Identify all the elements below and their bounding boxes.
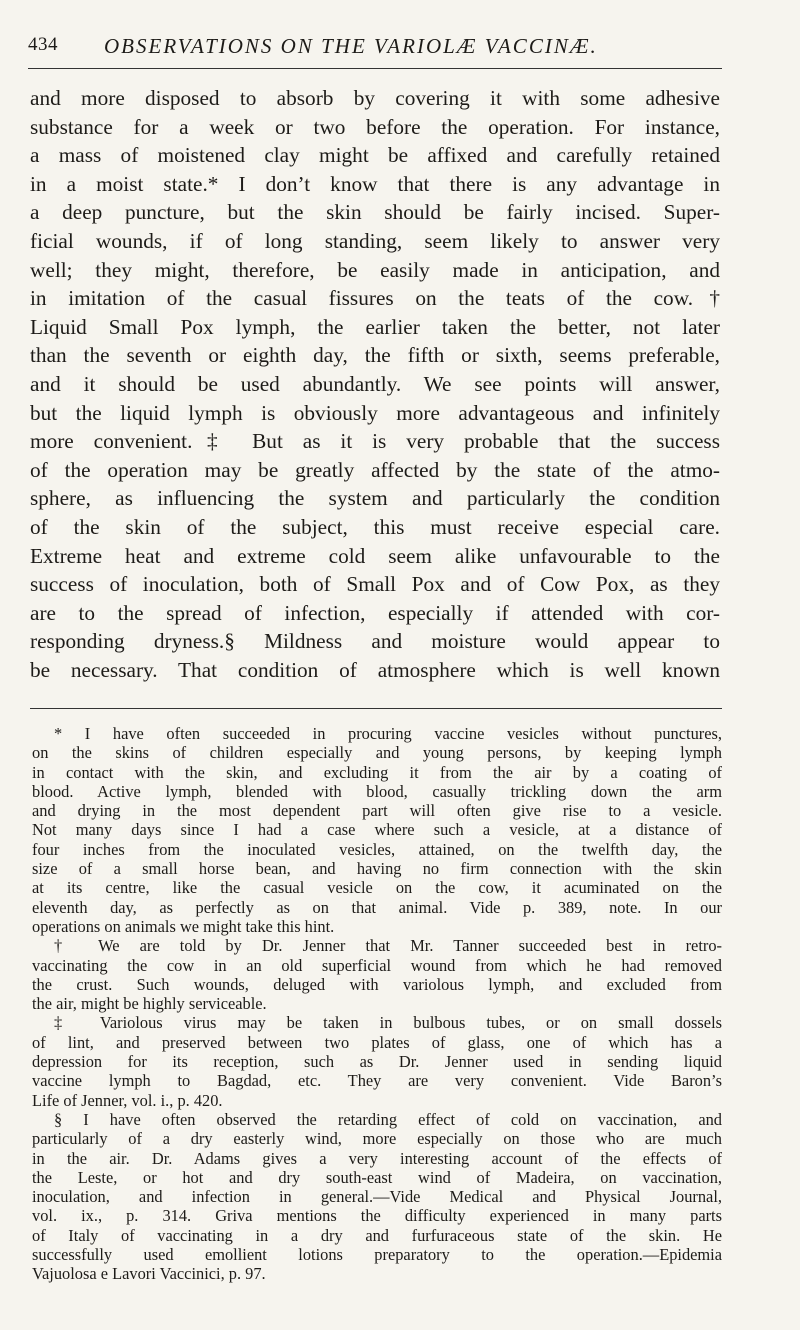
body-text xyxy=(30,84,720,684)
footnote-line: depression for its reception, such as Dr. Jenner used in sending liquid xyxy=(32,1052,722,1072)
body-line: Extreme heat and extreme cold seem alike unfavourable to the xyxy=(30,543,720,568)
header-rule xyxy=(28,68,722,69)
body-line: are to the spread of infection, especially if attended with cor- xyxy=(30,600,720,625)
body-line: and it should be used abundantly. We see points will answer, xyxy=(30,371,720,396)
footnote-line: * I have often succeeded in procuring vaccine vesicles without punctures, xyxy=(54,724,722,743)
footnote-line: inoculation, and infection in general.—Vide Medical and Physical Journal, xyxy=(32,1187,722,1207)
footnote-line: † We are told by Dr. Jenner that Mr. Tanner succeeded best in retro- xyxy=(54,936,722,956)
footnote-line: at its centre, like the casual vesicle on the cow, it acuminated on the xyxy=(32,878,722,898)
body-line: sphere, as influencing the system and particularly the condition xyxy=(30,486,720,511)
running-title: OBSERVATIONS ON THE VARIOLÆ VACCINÆ. xyxy=(104,34,598,58)
body-line: Liquid Small Pox lymph, the earlier taken the better, not later xyxy=(30,314,720,339)
footnote-line: eleventh day, as perfectly as on that animal. Vide p. 389, note. In our xyxy=(32,897,722,917)
body-line: responding dryness.§ Mildness and moisture would appear to xyxy=(30,629,720,654)
footnote-line: Vajuolosa e Lavori Vaccinici, p. 97. xyxy=(32,1264,266,1284)
body-line: and more disposed to absorb by covering it with some adhesive xyxy=(30,86,720,110)
footnote-line: Life of Jenner, vol. i., p. 420. xyxy=(32,1090,223,1110)
body-line: of the skin of the subject, this must receive especial care. xyxy=(30,514,720,539)
footnote-line: of lint, and preserved between two plates of glass, one of which has a xyxy=(32,1032,722,1052)
footnote-line: Not many days since I had a case where such a vesicle, at a distance of xyxy=(32,820,722,840)
footnote-rule xyxy=(30,708,722,709)
footnotes xyxy=(32,724,722,1284)
footnote-line: successfully used emollient lotions preparatory to the operation.—Epidemia xyxy=(32,1245,722,1265)
footnote-line: vol. ix., p. 314. Griva mentions the difficulty experienced in many parts xyxy=(32,1206,722,1226)
body-line: well; they might, therefore, be easily made in anticipation, and xyxy=(30,257,720,282)
footnote-line: blood. Active lymph, blended with blood, casually trickling down the arm xyxy=(32,781,722,801)
footnote-line: the Leste, or hot and dry south-east wind of Madeira, on vaccination, xyxy=(32,1167,722,1187)
footnote-line: ‡ Variolous virus may be taken in bulbous tubes, or on small dossels xyxy=(54,1013,722,1033)
footnote-line: § I have often observed the retarding effect of cold on vaccination, and xyxy=(54,1109,722,1129)
body-line: a deep puncture, but the skin should be fairly incised. Super- xyxy=(30,200,720,225)
body-line: in imitation of the casual fissures on the teats of the cow.† xyxy=(30,286,720,311)
footnote-line: four inches from the inoculated vesicles, attained, on the twelfth day, the xyxy=(32,839,722,859)
page-header xyxy=(28,34,728,62)
body-line: a mass of moistened clay might be affixed and carefully retained xyxy=(30,143,720,168)
footnote-line: in the air. Dr. Adams gives a very interesting account of the effects of xyxy=(32,1148,722,1168)
footnote-line: particularly of a dry easterly wind, more especially on those who are much xyxy=(32,1129,722,1149)
body-line: success of inoculation, both of Small Pox and of Cow Pox, as they xyxy=(30,572,720,597)
footnote-line: of Italy of vaccinating in a dry and furfuraceous state of the skin. He xyxy=(32,1225,722,1245)
footnote-line: and drying in the most dependent part will often give rise to a vesicle. xyxy=(32,801,722,821)
footnote-line: the air, might be highly serviceable. xyxy=(32,994,267,1014)
body-line: ficial wounds, if of long standing, seem likely to answer very xyxy=(30,228,720,253)
body-line: of the operation may be greatly affected by the state of the atmo- xyxy=(30,457,720,482)
footnote-line: vaccine lymph to Bagdad, etc. They are very convenient. Vide Baron’s xyxy=(32,1071,722,1091)
footnote-line: operations on animals we might take this hint. xyxy=(32,916,335,936)
body-line: more convenient.‡ But as it is very probable that the success xyxy=(30,429,720,454)
body-line: than the seventh or eighth day, the fifth or sixth, seems preferable, xyxy=(30,343,720,368)
body-line: substance for a week or two before the operation. For instance, xyxy=(30,114,720,139)
body-line: but the liquid lymph is obviously more advantageous and infinitely xyxy=(30,400,720,425)
footnote-line: in contact with the skin, and excluding it from the air by a coating of xyxy=(32,762,722,782)
body-line: be necessary. That condition of atmosphere which is well known xyxy=(30,657,720,682)
footnote-line: size of a small horse bean, and having no firm connection with the skin xyxy=(32,859,722,879)
page-number: 434 xyxy=(28,34,58,55)
footnote-line: vaccinating the cow in an old superficial wound from which he had removed xyxy=(32,955,722,975)
footnote-line: the crust. Such wounds, deluged with variolous lymph, and excluded from xyxy=(32,974,722,994)
footnote-line: on the skins of children especially and young persons, by keeping lymph xyxy=(32,743,722,763)
body-line: in a moist state.* I don’t know that there is any advantage in xyxy=(30,171,720,196)
